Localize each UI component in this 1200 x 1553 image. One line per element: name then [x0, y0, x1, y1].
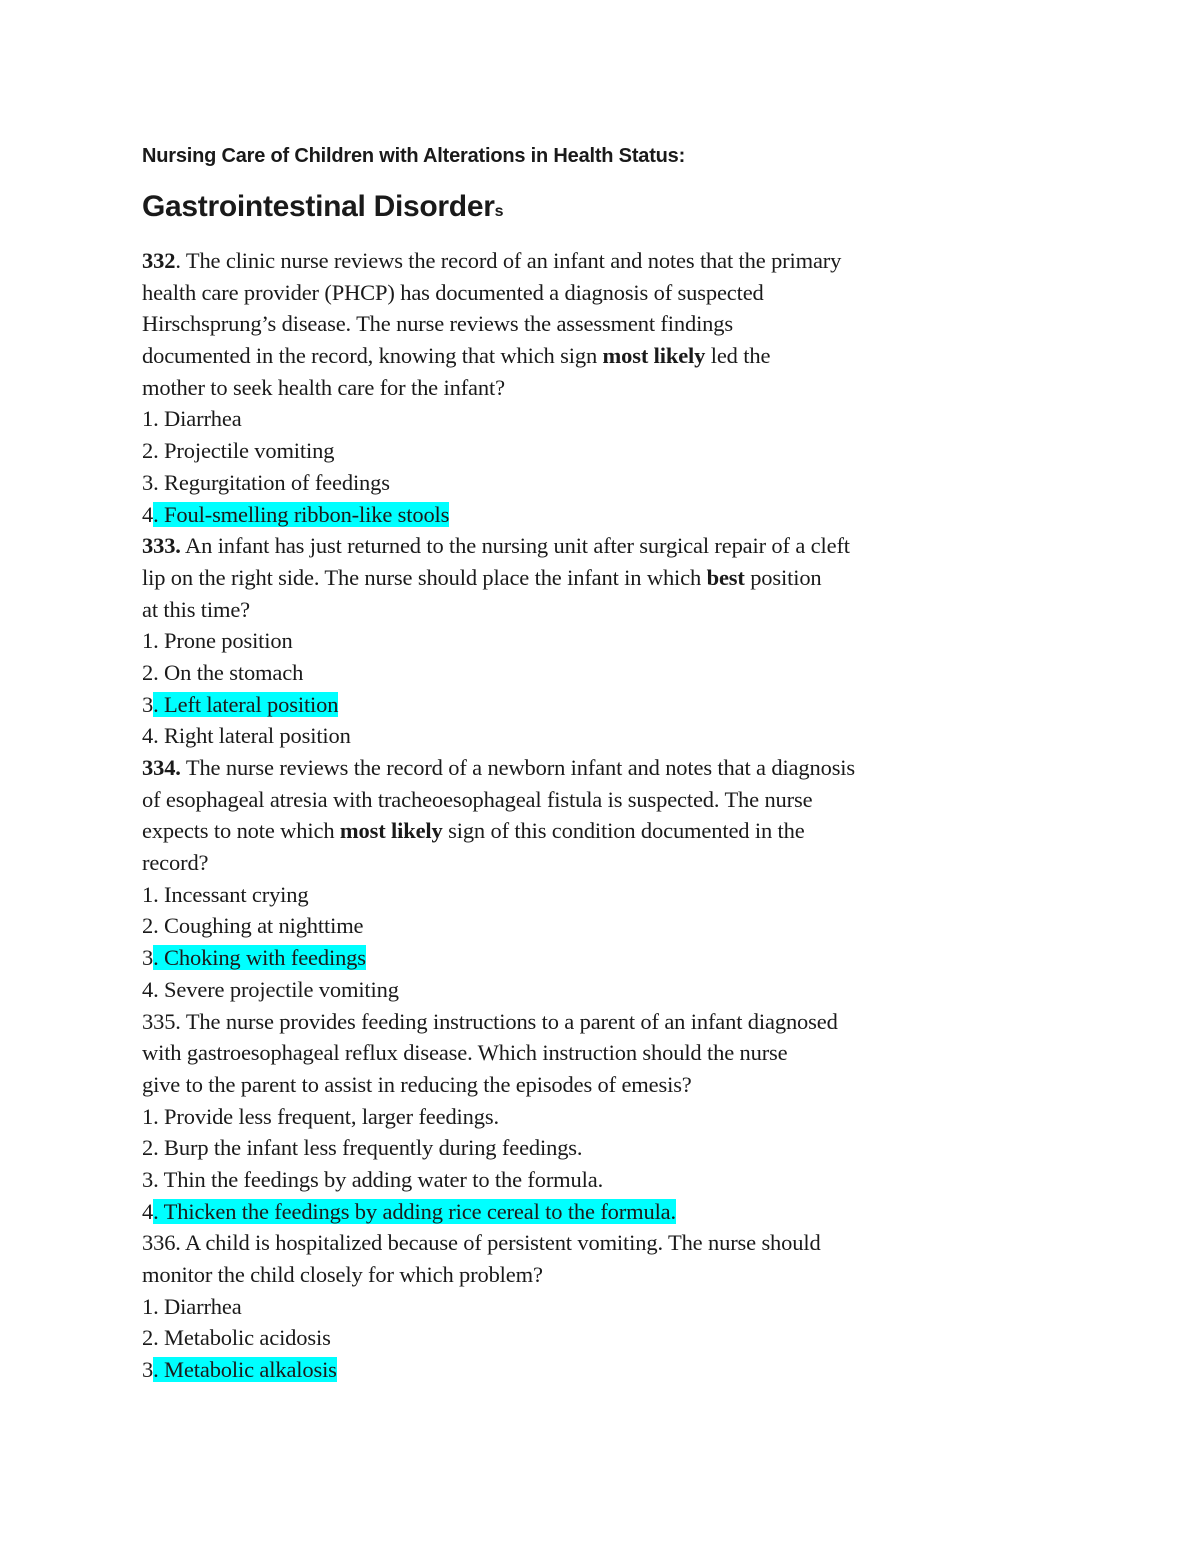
question-stem-line	[142, 815, 992, 847]
highlighted-answer-text: . Metabolic alkalosis	[153, 1357, 337, 1383]
stem-text: at this time?	[142, 596, 251, 622]
option-number: 1	[142, 1103, 154, 1129]
question-stem-line	[142, 784, 992, 816]
option-number: 1	[142, 406, 154, 432]
highlighted-answer-text: . Left lateral position	[153, 691, 339, 717]
document-subtitle: Nursing Care of Children with Alterations in Health Status:	[142, 145, 686, 167]
question-stem-line	[142, 1227, 992, 1259]
question-block	[142, 1006, 992, 1228]
answer-option	[142, 1132, 992, 1164]
answer-option-correct	[142, 689, 992, 721]
stem-text: led the	[705, 343, 771, 369]
option-number: 4	[142, 976, 154, 1002]
option-number: 1	[142, 881, 154, 907]
stem-text: 335. The nurse provides feeding instructions to a parent of an infant diagnosed	[142, 1008, 838, 1034]
option-number: 4	[142, 1198, 154, 1224]
answer-option	[142, 625, 992, 657]
option-number: 2	[142, 1325, 154, 1351]
question-stem-line	[142, 1037, 992, 1069]
answer-option	[142, 974, 992, 1006]
answer-option	[142, 657, 992, 689]
title-main: Gastrointestinal Disorder	[142, 190, 495, 223]
option-number: 4	[142, 723, 154, 749]
question-stem-line	[142, 847, 992, 879]
option-number: 1	[142, 628, 154, 654]
stem-text: Hirschsprung’s disease. The nurse reviews the assessment findings	[142, 311, 733, 337]
answer-option	[142, 879, 992, 911]
answer-option	[142, 467, 992, 499]
answer-option	[142, 1101, 992, 1133]
option-number: 3	[142, 945, 154, 971]
option-number: 3	[142, 1357, 154, 1383]
option-number: 3	[142, 1166, 154, 1192]
question-block	[142, 245, 992, 530]
highlighted-answer-text: . Choking with feedings	[153, 945, 366, 971]
option-number: 2	[142, 659, 154, 685]
option-text: . Regurgitation of feedings	[153, 469, 390, 495]
option-text: . Right lateral position	[153, 723, 351, 749]
stem-text: The nurse reviews the record of a newborn infant and notes that a diagnosis	[180, 755, 856, 780]
option-text: . Incessant crying	[153, 881, 309, 907]
question-stem-line	[142, 752, 992, 784]
option-number: 2	[142, 438, 154, 464]
option-number: 2	[142, 913, 154, 939]
question-stem-line	[142, 277, 992, 309]
answer-option	[142, 435, 992, 467]
option-text: . Coughing at nighttime	[153, 913, 364, 939]
highlighted-answer-text: . Foul-smelling ribbon-like stools	[153, 501, 450, 527]
answer-option-correct	[142, 499, 992, 531]
stem-text: sign of this condition documented in the	[442, 818, 805, 844]
answer-option	[142, 1164, 992, 1196]
question-list	[142, 245, 992, 1386]
option-text: . Thin the feedings by adding water to the formula.	[153, 1166, 604, 1192]
answer-option-correct	[142, 942, 992, 974]
option-text: . On the stomach	[153, 659, 304, 685]
answer-option	[142, 720, 992, 752]
question-block	[142, 530, 992, 752]
stem-text: give to the parent to assist in reducing the episodes of emesis?	[142, 1071, 692, 1097]
answer-option-correct	[142, 1196, 992, 1228]
question-block	[142, 752, 992, 1006]
option-text: . Severe projectile vomiting	[153, 976, 399, 1002]
question-stem-line	[142, 372, 992, 404]
document-body	[142, 136, 992, 1386]
stem-text: The clinic nurse reviews the record of an infant and notes that the primary	[180, 248, 842, 273]
option-number: 3	[142, 469, 154, 495]
answer-option	[142, 910, 992, 942]
stem-text: position	[744, 564, 822, 590]
highlighted-answer-text: . Thicken the feedings by adding rice cereal to the formula.	[153, 1198, 676, 1224]
question-block	[142, 1227, 992, 1385]
answer-option	[142, 403, 992, 435]
stem-text: lip on the right side. The nurse should place the infant in which	[142, 564, 707, 590]
question-number: 333.	[142, 533, 181, 559]
stem-text: documented in the record, knowing that which sign	[142, 343, 603, 369]
option-text: . Burp the infant less frequently during feedings.	[153, 1135, 583, 1161]
question-stem-line	[142, 1069, 992, 1101]
question-number: 332	[142, 248, 176, 273]
question-stem-line	[142, 562, 992, 594]
question-stem-line	[142, 594, 992, 626]
option-number: 2	[142, 1135, 154, 1161]
question-number: 334.	[142, 755, 181, 780]
stem-text: mother to seek health care for the infant?	[142, 374, 505, 400]
question-stem-line	[142, 530, 992, 562]
stem-text: with gastroesophageal reflux disease. Which instruction should the nurse	[142, 1040, 788, 1066]
answer-option-correct	[142, 1354, 992, 1386]
option-text: . Provide less frequent, larger feedings.	[153, 1103, 499, 1129]
option-text: . Diarrhea	[153, 406, 242, 432]
question-stem-line	[142, 340, 992, 372]
question-number-suffix: .	[175, 248, 181, 273]
emphasis-text: most likely	[339, 818, 443, 844]
option-number: 4	[142, 501, 154, 527]
answer-option	[142, 1291, 992, 1323]
option-text: . Projectile vomiting	[153, 438, 335, 464]
option-number: 1	[142, 1293, 154, 1319]
emphasis-text: best	[706, 564, 745, 590]
stem-text: 336. A child is hospitalized because of persistent vomiting. The nurse should	[142, 1230, 821, 1256]
stem-text: health care provider (PHCP) has documented a diagnosis of suspected	[142, 279, 764, 305]
answer-option	[142, 1322, 992, 1354]
stem-text: monitor the child closely for which problem?	[142, 1262, 543, 1287]
stem-text: An infant has just returned to the nursing unit after surgical repair of a cleft	[180, 533, 850, 559]
option-text: . Prone position	[153, 628, 293, 654]
title-suffix: s	[494, 203, 504, 220]
question-stem-line	[142, 1006, 992, 1038]
question-stem-line	[142, 1259, 992, 1291]
option-number: 3	[142, 691, 154, 717]
stem-text: record?	[142, 850, 209, 876]
stem-text: of esophageal atresia with tracheoesophageal fistula is suspected. The nurse	[142, 786, 813, 812]
emphasis-text: most likely	[602, 343, 706, 369]
stem-text: expects to note which	[142, 818, 340, 844]
question-stem-line	[142, 308, 992, 340]
question-stem-line	[142, 245, 992, 277]
option-text: . Metabolic acidosis	[153, 1325, 331, 1351]
option-text: . Diarrhea	[153, 1293, 242, 1319]
document-title	[142, 186, 992, 233]
